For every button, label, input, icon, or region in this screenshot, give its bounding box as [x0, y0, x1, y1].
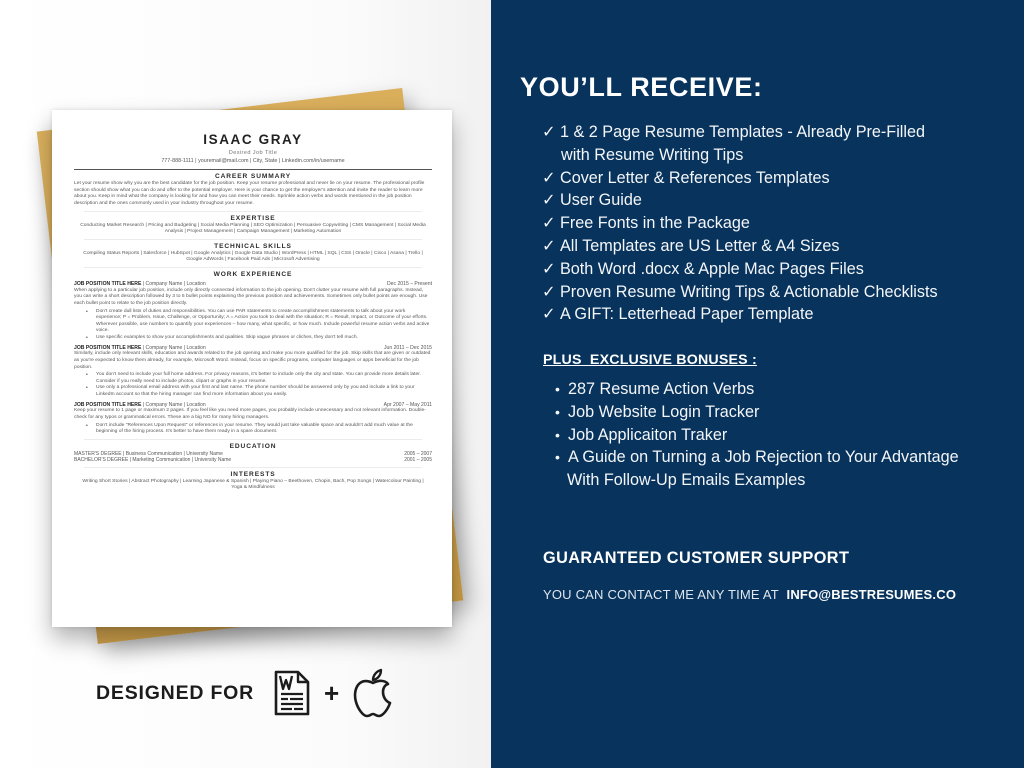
- checkmark-icon: ✓: [542, 168, 556, 187]
- job-description: Similarly, include only relevant skills, education and awards related to the job opening and make you more qualified for the job. Skip skills that are given or outdated as you're expected to know them already, for example, Microsoft Word. Instead, focus on specific programs, computer languages or apps beneficial for the job position.: [74, 351, 431, 370]
- job-entry: [74, 402, 432, 436]
- job-entry: [74, 345, 432, 399]
- education-degree: BACHELOR'S DEGREE | Marketing Communication | University Name: [74, 457, 232, 464]
- resume-job-title: Desired Job Title: [228, 150, 278, 156]
- section-title-interests: INTERESTS: [230, 470, 276, 478]
- job-position: JOB POSITION TITLE HERE: [74, 401, 142, 408]
- receive-item: ✓ Cover Letter & References Templates: [542, 167, 938, 190]
- apple-icon: [352, 668, 394, 718]
- job-company: | Company Name | Location: [141, 344, 206, 351]
- section-title-technical-skills: TECHNICAL SKILLS: [214, 242, 292, 250]
- section-divider: [84, 467, 422, 468]
- education-dates: 2005 – 2007: [404, 450, 432, 457]
- bullet-icon: •: [555, 449, 560, 466]
- technical-skills-text: Compiling Status Reports | Salesforce | HubSpot | Google Analytics | Google Data Studio | WordPress | HTML | SQL | CSS | Oracle | Cisco | Asana | Trello | Google AdWords | Facebook Paid Ads | Microsoft Advertising: [83, 250, 423, 263]
- section-title-education: EDUCATION: [229, 442, 277, 450]
- section-divider: [84, 239, 422, 240]
- job-bullet: • Use specific examples to show your accomplishments and qualities. Skip vague phrases or cliches, they don't tell much.: [74, 335, 432, 342]
- bonus-item: • A Guide on Turning a Job Rejection to Your Advantage: [555, 446, 959, 469]
- job-dates: Apr 2007 – May 2011: [383, 401, 432, 408]
- receive-item: ✓ Free Fonts in the Package: [542, 212, 938, 235]
- job-bullets: [74, 423, 432, 436]
- features-panel: [491, 0, 1024, 768]
- receive-list: [542, 121, 938, 326]
- interests-text: Writing Short Stories | Abstract Photography | Learning Japanese & Spanish | Playing Piano – Beethoven, Chopin, Bach, Pop Songs | Watercolour Painting | Yoga & Mindfulness: [82, 478, 424, 491]
- receive-heading: YOU’LL RECEIVE:: [520, 72, 763, 102]
- checkmark-icon: ✓: [542, 214, 556, 233]
- checkmark-icon: ✓: [542, 282, 556, 301]
- section-divider: [84, 439, 422, 440]
- checkmark-icon: ✓: [542, 123, 556, 141]
- job-position: JOB POSITION TITLE HERE: [74, 281, 142, 288]
- job-bullet: • Use only a professional email address with your first and last name. The phone number should be answered only by you and include a link to your LinkedIn account so that the hiring manager can find more information about you easily.: [74, 385, 432, 398]
- bonus-item: • Job Applicaiton Traker: [555, 424, 959, 447]
- checkmark-icon: ✓: [542, 191, 556, 210]
- checkmark-icon: ✓: [542, 305, 556, 324]
- education-dates: 2001 – 2005: [404, 457, 432, 464]
- receive-item: ✓ 1 & 2 Page Resume Templates - Already Pre-Filled: [542, 121, 938, 144]
- support-contact-text: YOU CAN CONTACT ME ANY TIME AT: [543, 587, 779, 602]
- bullet-icon: •: [555, 426, 560, 443]
- support-email-link[interactable]: INFO@BESTRESUMES.CO: [786, 587, 957, 602]
- bonus-item: • 287 Resume Action Verbs: [555, 378, 959, 401]
- checkmark-icon: ✓: [542, 236, 556, 255]
- job-bullets: [74, 372, 432, 398]
- section-divider: [84, 211, 422, 212]
- job-bullet: • You don't need to include your full home address. For privacy reasons, it's better to include only the city and state. You can provide more details later. Consider if you really need to include photos, clipart or graphs in your resume.: [74, 372, 432, 385]
- support-contact-line: [543, 587, 956, 602]
- receive-item: ✓ A GIFT: Letterhead Paper Template: [542, 303, 938, 326]
- word-document-icon: [274, 670, 310, 716]
- support-heading: GUARANTEED CUSTOMER SUPPORT: [543, 549, 850, 567]
- job-description: Keep your resume to 1 page or maximum 2 pages. If you feel like you need more pages, you probably include unnecessary and not relevant information. Double-check for any typos or grammatical errors. These are a big NO for many hiring managers.: [74, 408, 426, 420]
- job-dates: Dec 2015 – Present: [386, 281, 432, 288]
- receive-item: ✓ Both Word .docx & Apple Mac Pages Files: [542, 258, 938, 281]
- job-bullet: • Don't include "References Upon Request" or references in your resume. They would just take valuable space and wouldn't add much value at the beginning of the hiring process. It's better to have them ready in a spare document.: [74, 423, 432, 436]
- section-title-expertise: EXPERTISE: [230, 214, 276, 222]
- plus-sign: +: [324, 678, 340, 708]
- career-summary-text: Let your resume show why you are the best candidate for the job position. Keep your resume professional and never lie on your resume. The professional profile section should show what you can do and offer to the potential employer. Here is your chance to get the employer's attention and invite the reader to learn more about you. Keep in mind what the company is looking for and how you can meet their needs. Sprinkle action verbs and words mentioned in the job position description and the ones commonly used in your industry throughout your resume.: [74, 181, 425, 207]
- job-company: | Company Name | Location: [141, 281, 206, 288]
- education-entry: [74, 457, 432, 463]
- education-degree: MASTER'S DEGREE | Business Communication | University Name: [74, 450, 223, 457]
- bullet-icon: •: [555, 381, 560, 397]
- expertise-text: Conducting Market Research | Pricing and Budgeting | Social Media Planning | SEO Optimization | Persuasive Copywriting | CMS Management | Social Media Analysis | Project Management | Campaign Management | Marketing Automation: [80, 222, 426, 235]
- designed-for-banner: [96, 678, 394, 708]
- job-description: When applying to a particular job position, include only directly connected information to the job opening. Don't clutter your resume with full paragraphs. Instead, you can write a short description followed by 3 to 5 bullet points explaining the previous position and achievements. Sometimes only bullet points are enough. Use each bullet point to relate to the job position directly.: [74, 287, 428, 307]
- resume-name: ISAAC GRAY: [203, 132, 303, 147]
- checkmark-icon: ✓: [542, 259, 556, 278]
- bullet-icon: •: [555, 403, 560, 420]
- header-rule: [74, 169, 432, 170]
- resume-contact-line: 777-888-1111 | youremail@mail.com | City, State | Linkedin.com/in/username: [161, 158, 345, 164]
- job-entry: [74, 281, 432, 342]
- designed-for-label: DESIGNED FOR: [96, 681, 255, 704]
- job-position: JOB POSITION TITLE HERE: [74, 344, 142, 351]
- job-bullets: [74, 309, 432, 342]
- job-company: | Company Name | Location: [141, 401, 206, 408]
- section-title-work-experience: WORK EXPERIENCE: [213, 271, 293, 279]
- bonus-item-continuation: With Follow-Up Emails Examples: [567, 471, 806, 490]
- section-divider: [84, 267, 422, 268]
- bonuses-heading: PLUS EXCLUSIVE BONUSES :: [543, 352, 757, 368]
- receive-item: ✓ User Guide: [542, 189, 938, 212]
- receive-item-continuation: with Resume Writing Tips: [561, 145, 744, 164]
- job-header: [74, 281, 432, 288]
- job-dates: Jun 2011 – Dec 2015: [383, 344, 432, 351]
- receive-item: ✓ Proven Resume Writing Tips & Actionable Checklists: [542, 281, 938, 304]
- bonuses-list: [555, 378, 959, 492]
- bonus-item: • Job Website Login Tracker: [555, 401, 959, 424]
- receive-item: ✓ All Templates are US Letter & A4 Sizes: [542, 235, 938, 258]
- job-bullet: • Don't create dull lists of duties and responsibilities. You can use PAR statements to create accomplishment statements to talk about your work experience; P = Problem, Issue, Challenge, or Opportunity; A = Action you took to deal with the situation; R = Result, Impact, or Outcome of your efforts. Wherever possible, use numbers to quantify your experiences – how many, what specific, or how much. Include powerful resume action verbs and active voice.: [74, 309, 432, 335]
- resume-preview-page: [52, 110, 452, 627]
- section-title-career-summary: CAREER SUMMARY: [214, 173, 292, 181]
